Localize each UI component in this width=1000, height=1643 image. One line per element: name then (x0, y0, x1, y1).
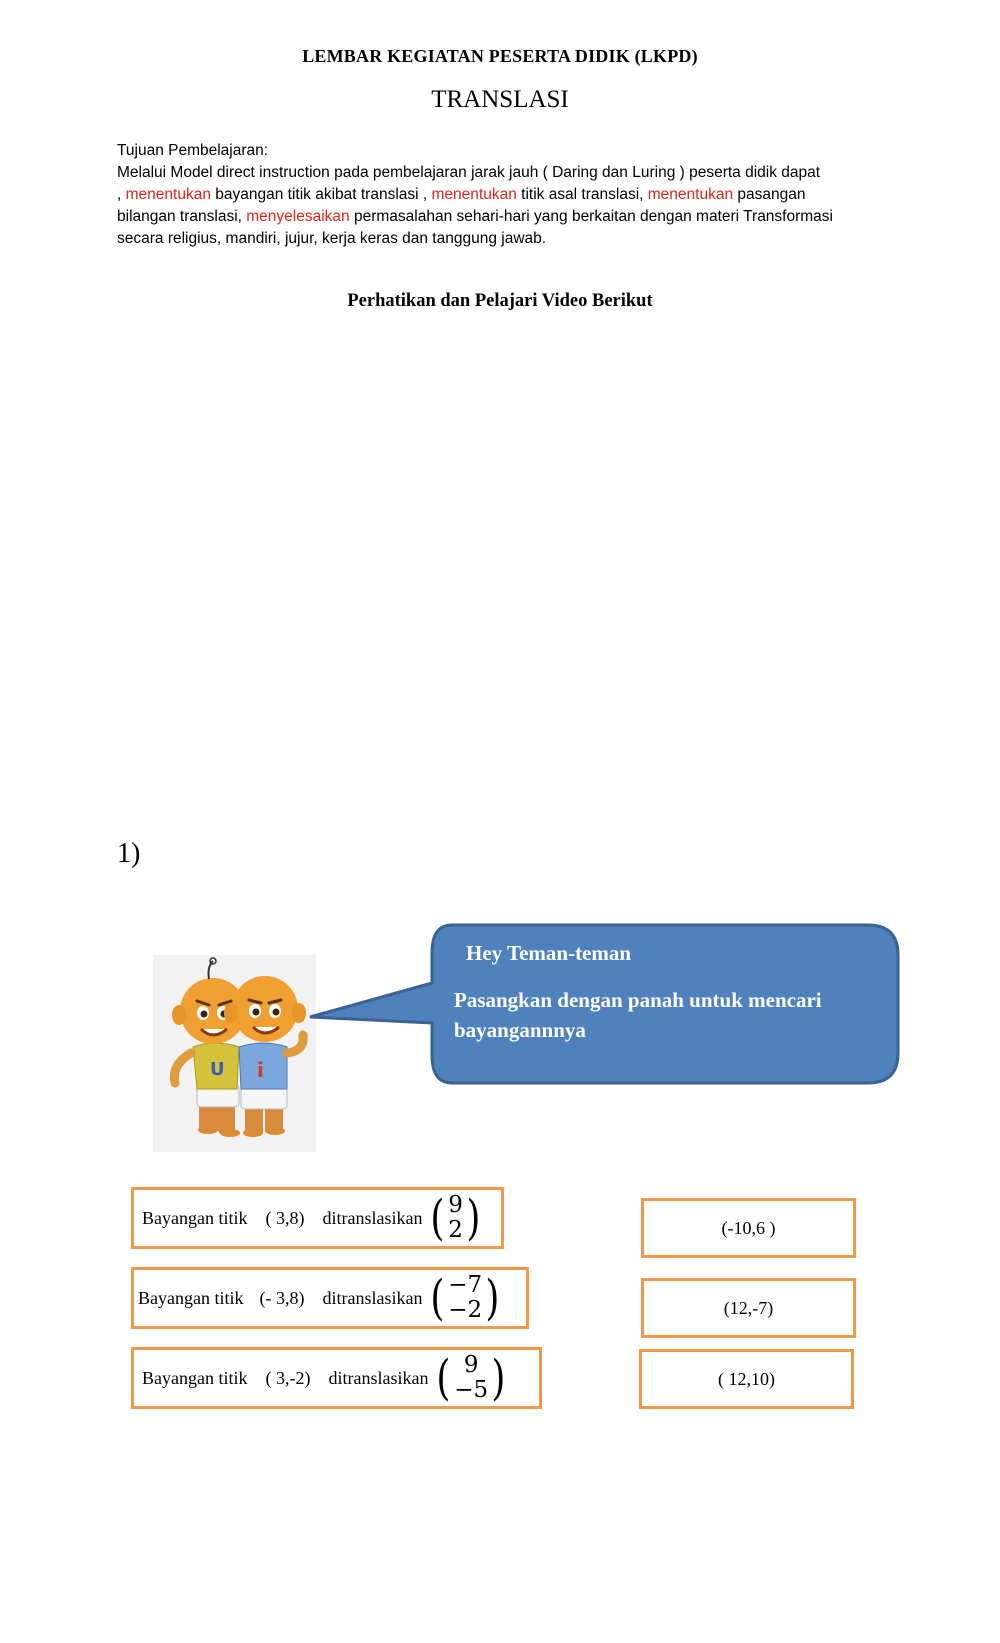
bubble-greeting: Hey Teman-teman (466, 941, 632, 965)
question-verb: ditranslasikan (322, 1287, 423, 1308)
question-verb: ditranslasikan (328, 1367, 429, 1388)
question-point: ( 3,8) (265, 1207, 305, 1228)
question-box[interactable] (131, 1187, 504, 1249)
svg-text:U: U (210, 1059, 225, 1080)
question-point: ( 3,-2) (265, 1367, 311, 1388)
answer-text: ( 12,10) (718, 1368, 775, 1389)
document-title: TRANSLASI (431, 86, 569, 113)
svg-text:i: i (257, 1058, 264, 1082)
answer-text: (12,-7) (723, 1297, 774, 1318)
objectives-line: Melalui Model direct instruction pada pembelajaran jarak jauh ( Daring dan Luring ) peserta didik dapat (117, 164, 821, 181)
answer-text: (-10,6 ) (721, 1217, 776, 1238)
question-prefix: Bayangan titik (142, 1207, 248, 1228)
learning-objectives (117, 140, 887, 250)
answer-box[interactable] (639, 1349, 854, 1409)
question-box[interactable] (131, 1347, 542, 1409)
translation-vector: ( 9 2 ) (430, 1190, 481, 1246)
document-heading: LEMBAR KEGIATAN PESERTA DIDIK (LKPD) (302, 46, 698, 66)
translation-vector: ( −7 −2 ) (430, 1270, 500, 1326)
answer-box[interactable] (641, 1198, 856, 1258)
objectives-label: Tujuan Pembelajaran: (117, 142, 269, 159)
answer-box[interactable] (641, 1278, 856, 1338)
question-prefix: Bayangan titik (142, 1367, 248, 1388)
question-box[interactable] (131, 1267, 529, 1329)
question-verb: ditranslasikan (322, 1207, 423, 1228)
translation-vector: ( 9 −5 ) (436, 1350, 506, 1406)
cartoon-characters-image (153, 955, 316, 1152)
question-prefix: Bayangan titik (138, 1287, 244, 1308)
objectives-line: , menentukan bayangan titik akibat translasi , menentukan titik asal translasi, menentukan pasangan (117, 186, 806, 203)
objectives-line: secara religius, mandiri, jujur, kerja keras dan tanggung jawab. (117, 230, 547, 247)
question-number: 1) (117, 838, 141, 869)
objectives-line: bilangan translasi, menyelesaikan permasalahan sehari-hari yang berkaitan dengan materi Transformasi (117, 208, 833, 225)
bubble-message: Pasangkan dengan panah untuk mencari bayangannnya (454, 988, 822, 1042)
question-point: (- 3,8) (259, 1287, 305, 1308)
video-instruction: Perhatikan dan Pelajari Video Berikut (347, 291, 653, 311)
speech-bubble (306, 923, 906, 1085)
